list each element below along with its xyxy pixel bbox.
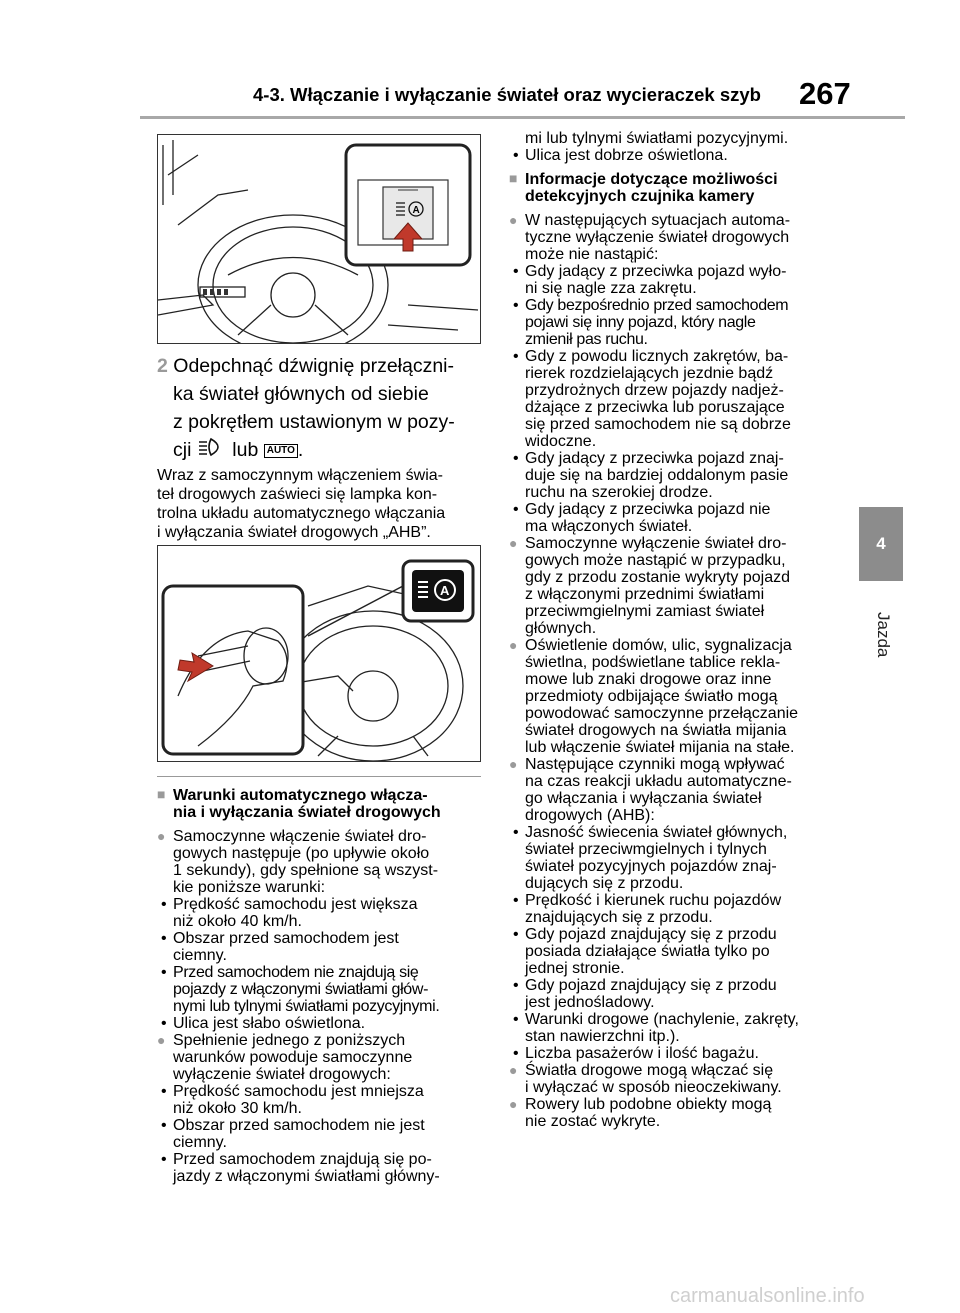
svg-text:A: A <box>412 205 420 216</box>
list-item: • Prędkość samochodu jest większa niż około 40 km/h. <box>157 896 483 930</box>
continued-text: mi lub tylnymi światłami pozycyjnymi. <box>525 130 789 147</box>
list-item: • Prędkość i kierunek ruchu pojazdów znajdujących się z przodu. <box>509 892 844 926</box>
list-item: • Ulica jest dobrze oświetlona. <box>509 147 844 164</box>
list-item: • Obszar przed samochodem nie jest ciemny. <box>157 1117 483 1151</box>
illustration-lever-push <box>157 545 481 762</box>
step-note: Wraz z samoczynnym włączeniem świa- teł drogowych zaświeci się lampka kon- trolna układu automatycznego włączania i wyłączania świateł drogowych „AHB”. <box>157 467 446 541</box>
dashboard-drawing <box>158 135 480 343</box>
headlight-icon <box>197 436 227 466</box>
list-item: ● Samoczynne włączenie świateł dro- gowych następuje (po upływie około 1 sekundy), gdy spełnione są wszyst- kie poniższe warunki: <box>157 828 483 896</box>
watermark: carmanualsonline.info <box>670 1285 865 1307</box>
section-divider <box>157 776 481 777</box>
list-item: • Gdy pojazd znajdujący się z przodu posiada działające światła tylko po jednej stronie. <box>509 926 844 977</box>
list-item: ● W następujących sytuacjach automa- tyczne wyłączenie świateł drogowych może nie nastąpić: <box>509 212 844 263</box>
list-item: • Gdy z powodu licznych zakrętów, ba- rierek rozdzielających jezdnie bądź przydrożnych drzew pojazdy nadjeż- dżające z przeciwka lub poruszające się przed samochodem nie są dobrze widoczne. <box>509 348 844 450</box>
chapter-label: Jazda <box>874 612 893 658</box>
ahb-indicator-icon <box>412 570 464 612</box>
header-title: 4-3. Włączanie i wyłączanie świateł oraz wycieraczek szyb <box>253 84 761 105</box>
list-item: • Prędkość samochodu jest mniejsza niż około 30 km/h. <box>157 1083 483 1117</box>
section-title-camera: ■ Informacje dotyczące możliwości detekcyjnych czujnika kamery <box>509 171 844 205</box>
list-item: • Gdy jadący z przeciwka pojazd znaj- duje się na bardziej oddalonym pasie ruchu na szerokiej drodze. <box>509 450 844 501</box>
list-item: • Obszar przed samochodem jest ciemny. <box>157 930 483 964</box>
list-item: • Jasność świecenia świateł głównych, świateł przeciwmgielnych i tylnych świateł pozycyjnych pojazdów znaj- dujących się z przodu. <box>509 824 844 892</box>
list-item: ● Światła drogowe mogą włączać się i wyłączać w sposób nieoczekiwany. <box>509 1062 844 1096</box>
page-number: 267 <box>799 76 851 111</box>
list-item: • Przed samochodem nie znajdują się pojazdy z włączonymi światłami głów- nymi lub tylnymi światłami pozycyjnymi. <box>157 964 483 1015</box>
left-column <box>157 352 483 542</box>
left-column-lower <box>157 787 483 1185</box>
illustration-dashboard-ahb-button <box>157 134 481 344</box>
svg-text:A: A <box>440 583 450 598</box>
list-item: • Liczba pasażerów i ilość bagażu. <box>509 1045 844 1062</box>
list-item: ● Samoczynne wyłączenie świateł dro- gowych może nastąpić w przypadku, gdy z przodu zostanie wykryty pojazd z włączonymi przednimi światłami przeciwmgielnymi zamiast świateł głównych. <box>509 535 844 637</box>
right-column <box>509 130 844 1130</box>
section-title-conditions: ■ Warunki automatycznego włącza- nia i wyłączania świateł drogowych <box>157 787 483 821</box>
list-item: ● Następujące czynniki mogą wpływać na czas reakcji układu automatyczne- go włączania i wyłączania świateł drogowych (AHB): <box>509 756 844 824</box>
step-number: 2 <box>157 355 168 377</box>
auto-icon: AUTO <box>264 444 298 458</box>
list-item: • Gdy pojazd znajdujący się z przodu jest jednośladowy. <box>509 977 844 1011</box>
list-item: • Warunki drogowe (nachylenie, zakręty, stan nawierzchni itp.). <box>509 1011 844 1045</box>
list-item: • Gdy bezpośrednio przed samochodem pojawi się inny pojazd, który nagle zmienił pas ruchu. <box>509 297 844 348</box>
list-item: ● Oświetlenie domów, ulic, sygnalizacja świetlna, podświetlane tablice rekla- mowe lub znaki drogowe oraz inne przedmioty odbijające światło mogą powodować samoczynne przełączanie świateł drogowych na światła mijania lub włączenie świateł mijania na stałe. <box>509 637 844 756</box>
list-item: • Przed samochodem znajdują się po- jazdy z włączonymi światłami główny- <box>157 1151 483 1185</box>
step-2: 2 Odepchnąć dźwignię przełączni- ka świateł głównych od siebie z pokrętłem ustawionym w pozy- cji lub AUTO . <box>157 352 483 466</box>
list-item: ● Spełnienie jednego z poniższych warunków powoduje samoczynne wyłączenie świateł drogowych: <box>157 1032 483 1083</box>
lever-drawing <box>158 546 480 761</box>
list-item: • Gdy jadący z przeciwka pojazd nie ma włączonych świateł. <box>509 501 844 535</box>
chapter-tab[interactable]: 4 <box>859 507 903 581</box>
list-item: • Gdy jadący z przeciwka pojazd wyło- ni się nagle zza zakrętu. <box>509 263 844 297</box>
list-item: ● Rowery lub podobne obiekty mogą nie zostać wykryte. <box>509 1096 844 1130</box>
header-rule <box>140 116 905 119</box>
list-item: • Ulica jest słabo oświetlona. <box>157 1015 483 1032</box>
